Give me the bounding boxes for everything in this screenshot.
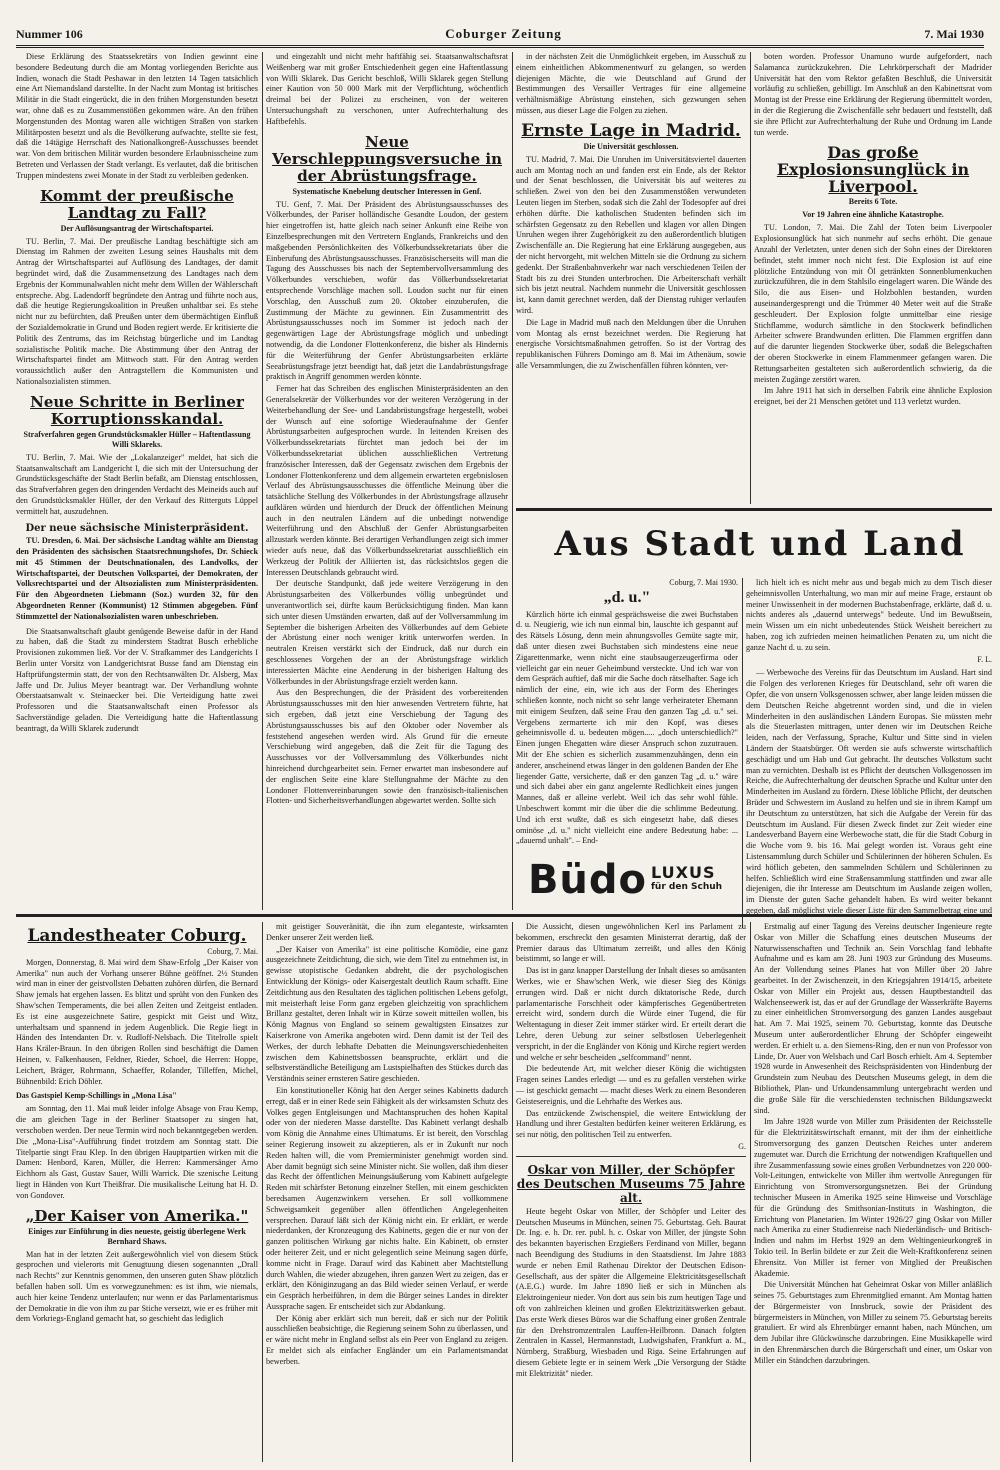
col4-intro: boten worden. Professor Unamuno wurde aufgefordert, nach Salamanca zurückzukehren. Die Lehrkörperschaft der Madrider Universität hat den vom Rektor gefaßten Beschluß, die Universität vorläufig zu schließen, gebilligt. Im Anschluß an den Kabinettsrat vom Montag ist der Presse eine Erklärung der Regierung übermittelt worden, in der die Regierung die Zwischenfälle sehr bedauert und feststellt, daß sie ihre Pflicht zur Aufrechterhaltung der Ruhe und Ordnung im Lande tun werde. [754,52,992,137]
column-rule [750,922,751,1462]
article-miller-2: Erstmalig auf einer Tagung des Vereins deutscher Ingenieure regte Oskar von Miller die Schaffung eines deutschen Museums der Naturwissenschaften und Technik an. Sein Vorschlag fand lebhafte Aufnahme und es kam am 28. Juni 1903 zur Gründung des Museums. An der Vollendung seines Planes hat von Miller über 20 Jahre gearbeitet. In der Zwischenzeit, in den Kriegsjahren 1914/15, arbeitete Oskar von Miller ein Projekt aus, dessen Hauptbestandteil das Walchenseewerk ist, das er auf der Grundlage der Wasserkräfte Bayerns zu einer einheitlichen Stromversorgung des ganzen Landes ausgebaut hat. Am 7. Mai 1925, seinem 70. Geburtstag, konnte das Deutsche Museum unter außerordentlicher Ehrung der Schöpfer eingeweiht werden. Er erhielt u. a. den Siemens-Ring, den er nun von Professor von Linde, Dr. Auer von Welsbach und Carl Bosch erhielt. Am 4. September 1928 wurde in Anwesenheit des Reichspräsidenten von Hindenburg der Grundstein zum Neubau des Deutschen Museums gelegt, in dem die Bibliothek, Plan- und Urkundensammlung untergebracht werden und die große Säle für die verschiedensten technischen Bildungszweckt sind. [754,922,992,1115]
article-gastspiel: am Sonntag, den 11. Mai muß leider infolge Absage von Frau Kemp, die am gleichen Tage in der Berliner Staatsoper zu singen hat, verschoben werden. Der neue Termin wird noch bekanntgegeben werden. Die „Mona-Lisa"-Aufführung findet trotzdem am Sonntag statt. Die Titelpartie singt Frau Klep. In den übrigen Hauptpartien wirken mit die Damen: Henbord, Karen, Müller, die Herren: Kammersänger Arno Eichhorn als Gast, Gustav Sauer, Willi Warrick. Die szenische Leitung liegt in Händen von Kurt Theißfrar. Die musikalische Leitung hat H. D. von Gondover. [16,1104,258,1200]
subhead-liverpool-2: Vor 19 Jahren eine ähnliche Katastrophe. [802,210,944,220]
signature-du: F. L. [977,654,992,664]
column-3 [516,52,746,504]
column-rule [262,52,263,910]
section-title-stadt: Aus Stadt und Land [554,524,966,564]
article-kaiser-4: Ein konstitutioneller König hat den Aerger seines Kabinetts dadurch erregt, daß er in einer Rede sein Fähigkeit als der wirksamsten Schutz des Volkes gegen Entgleisungen und Machtanspruchen des hohen Kapital oder von der niederen Masse darstellte. Das Kabinett verlangt deshalb vom König die Annahme eines Ultimatums. Er ist bereit, den Vorschlag seiner Regierung insoweit zu akzeptieren, als er in Zukunft nur noch Reden halten will, die vom Premierminister genehmigt worden sind. Aber damit begnügt sich seine Minister nicht. Sie wollen, daß ihm dieser das Recht der öffentlichen Meinungsäußerung vom Kabinett aufgelegte Reden mit schärfster Betonung einzelner Stellen, mit einem geschickten beredsamen Augenzwinkern versehen. Er soll vollkommene Schweigsamkeit gegenüber allen öffentlichen Angelegenheiten versprechen. Darauf läßt sich der König nicht ein. Er erklärt, er werde niederdanken, der Kronzeugung des Kabinetts, gegen die er nur von der ganzen politischen Wirkung gar nichts halte. Ein Kabinett, ob ernster oder heiterer Zeit, und er nicht gelegentlich seine Meinung sagen dürfe, komme nicht in Frage. Darauf wird das Kabinett aber Machtstellung durch Wahlen, die wieder abzugehen, ihren ganzen Wert zu zeigen, das er erklärt, den Königinzugang an das Bild wieder seinen Verlauf, er werde ein Gespräch herbeiführen, in dem die Bürger seines Landes in direkter Aussprache sagen. Er entscheidet sich zur Abdankung. [266,1085,508,1311]
article-abruestung-1: TU. Genf, 7. Mai. Der Präsident des Abrüstungsausschusses des Völkerbundes, der Pariser holländische Gesandte Loudon, der gestern hier eingetroffen ist, hatte gleich nach seiner Ankunft eine Reihe von Einzelbesprechungen mit den Vertretern Englands, Frankreichs und den maßgebenden Persönlichkeiten des Völkerbundssekretariats über die Einberufung des Abrüstungsausschusses. Französischerseits will man die Tagung des Ausschusses bis nach der Septembervollversammlung des Völkerbundes verschieben, wofür das Völkerbundssekretariat entsprechende Vorschläge machen soll. Loudon sucht nur für einen Vorschlag, den Ausschuß zum 20. Oktober einzuberufen, die Zustimmung der Mächte zu gewinnen. Ein Zusammentritt des Abrüstungsausschusses noch im Sommer ist jedoch nach der gegenwärtigen Lage der Abrüstungsfrage möglich und unbedingt notwendig, da die Londoner Flottenkonferenz, die bisher als Hindernis für die Weiterführung der Genfer Abrüstungsarbeiten erklärte Seeabrüstungsfrage jetzt beendigt hat, daß jetzt die Landabrüstungsfrage praktisch in Angriff genommen werden könnte. [266,199,508,382]
col1-intro: Diese Erklärung des Staatssekretärs von Indien gewinnt eine besondere Bedeutung durch die am Montag vorliegenden Berichte aus Indien, wonach die Stadt Peshawar in den letzten 14 Tagen tatsächlich eine Art Niemandsland darstellte. In der Nacht zum Montag ist britisches Militär in die Stadt eingerückt, die in den frühen Morgenstunden besetzt war, ohne daß es zu Zusammenstößen gekommen wäre. An den frühen Morgenstunden des Montag waren alle wichtigen Straßen von starken Militärposten besetzt und als die Bevölkerung aufwachte, stellte sie fest, daß die 14tägige Herrschaft des Nationalkongreß-Ausschusses beendet war. Von dem britischen Militär wurden besondere Erlaubnisscheine zum Betreten und Verlassen der Stadt verlangt. Es verlautet, daß die britischen Truppen mindestens zwei Monate in der Stadt zu verbleiben gedenken. [16,52,258,180]
col3-intro: in der nächsten Zeit die Unmöglichkeit ergeben, im Ausschuß zu einem einheitlichen Abkommenentwurf zu gelangen, so werden diejenigen Mächte, die wie Deutschland auf Grund der Bestimmungen des Versailler Vertrages für eine allgemeine verhältnismäßige Abrüstung einstehen, sich gezwungen sehen müssen, aus dieser Lage die Folgen zu ziehen. [516,52,746,115]
column-2 [266,52,508,910]
signature-kaiser: G. [738,1141,746,1151]
column-stadt-2 [746,578,992,914]
article-liverpool-1: TU. London, 7. Mai. Die Zahl der Toten beim Liverpooler Explosionsunglück hat sich nunmehr auf sechs erhöht. Die genaue Anzahl der Verletzten, unter denen sich der Sohn eines der Direktoren befindet, steht immer noch nicht fest. Die Explosion ist auf eine plötzliche Entzündung von mit Öl getränkten Sonnenblumenkuchen zurückzuführen, die in dem Stahlsilo eingelagert waren. Die Wände des Silo, die aus Eisen- und Holzbohlen bestanden, wurden auseinandergesprengt und die Trümmer 40 Meter weit auf die Straße geschleudert. Der Explosion folgte unmittelbar eine riesige Stichflamme, wodurch sämtliche in den Stockwerk befindlichen Arbeiter schwere Brandwunden erlitten. Die Flammen ergriffen dann auf die darunter liegenden Stockwerke über, sodaß die Belegschaften der oberen Stockwerke in einem Flammenmeer gefangen waren. Die Rettungsarbeiten gestalteten sich außerordentlich schwierig, da die meisten Zugänge zerstört waren. [754,223,992,384]
advertisement-buedo [520,852,730,908]
article-staatsanwalt: Die Staatsanwaltschaft glaubt genügende Beweise dafür in der Hand zu haben, daß die Stadt zu minderstem Stadtrat Busch erhebliche Provisionen zukommen ließ. Vor der V. Strafkammer des Landgerichts I Berlin unter Vorsitz von Landgerichtsrat Busse fand am Dienstag ein Haftprüfungstermin statt, der von den Rechtsanwälten Dr. Alsberg, Max Jaffe und Dr. Julius Meyer beantragt war. Der Verhandlung wohnte Oberstaatsanwalt v. Steinaecker bei. Die Verteidigung hatte zwei Professoren und die Staatsanwaltschaft einen Professor als Sachverständige geladen. Die Verteidigung hatte die Haftentlassung beantragt, da Willi Sklarek zuderundt [16,626,258,733]
headline-kaiser: „Der Kaiser von Amerika." [25,1206,249,1225]
ad-tagline [651,863,723,894]
article-liverpool-2: Im Jahre 1911 hat sich in derselben Fabrik eine ähnliche Explosion ereignet, bei der 21 Menschen getötet und 113 verletzt wurden. [754,386,992,407]
column-rule [512,922,513,1462]
article-abruestung-2: Ferner hat das Schreiben des englischen Ministerpräsidenten an den Generalsekretär der Völkerbundes vor der weiteren Verzögerung in der Weiterbehandlung der See- und Landabrüstungsfrage hergestellt, wobei der Wunsch auf eine sofortige Wiederaufnahme der Genfer Abrüstungsarbeiten aufgesprochen wurde. In leitenden Kreisen des Völkerbundssekretariats fürchtet man jedoch bei der im Völkerbundssekretariat üblichen ausschließlichen Vertretung französischer Interessen, daß der Gegensatz zwischen dem Ergebnis der Londoner Flottenkonferenz und dem allgemein erwarteten ergebnislosen Verlauf des Abrüstungsausschusses die öffentliche Meinung über die tatsächliche Stellung des Völkerbundes in der Abrüstungsfrage allzusehr aufklären würden und hierdurch der Druck der öffentlichen Meinung auch in den neutralen Ländern auf die unbedingt notwendige Weiterführung und den Abschluß der Genfer Abrüstungsarbeiten allzustark werden könnte. Bei derartigen Verhandlungen zeigt sich immer wieder aufs neue, daß das Völkerbundssekretariat ausschließlich ein Werkzeug der Politik der Alliierten ist, das rücksichtslos gegen die Interessen Deutschlands gebraucht wird. [266,384,508,577]
article-du-2: lich hielt ich es nicht mehr aus und begab mich zu dem Tisch dieser geheimnisvollen Unterhaltung, wo man mir auf meine Frage, erstaunt ob meiner Unwissenheit in der modernen Buchstabenfrage, erklärte, daß d. u. nichts anderes als „dauernd unterwegs" bedeute. Und im Bewußtsein, mein Wissen um ein nicht unbedeutendes Stück Weisheit bereichert zu haben, zog ich zufrieden meinen heimatlichen Penaten zu, um nicht die ganze Nacht d. u. zu sein. [746,578,992,652]
headline-miller: Oskar von Miller, der Schöpfer des Deutschen Museums 75 Jahre alt. [516,1162,746,1205]
article-theater-1: Morgen, Donnerstag, 8. Mai wird dem Shaw-Erfolg „Der Kaiser von Amerika" nun auch der Vorhang unserer Bühne geöffnet. 2½ Stunden wird man in einer der geistvollsten Debatten zuhören dürfen, die Bernard Shaw jemals hat ergehen lassen. Es blitzt und sprüht von den Funken des Shaw'schen Temperaments, die bei allen Zeiten und Zeitgeist entladen. Es ist eine ausgezeichnete Satire, gespickt mit Geist und Witz, unterhaltsam und spannend in jedem Augenblick. Die Regie liegt in Händen des Intendanten Dr. v. Rudloff-Nelsbach. Die Titelrolle spielt Hans Kräler-Braun. In den übrigen Rollen sind beschäftigt die Damen Heinen, v. Falkenhausen, Feldner, Rieder, Schoel, die Herren: Hoppe, Leichert, Bräger, Rohrmann, Schaeffer, Rolander, Tilleffen, Michel, Bühnenbild: Erich Döhler. [16,957,258,1086]
issue-date: 7. Mai 1930 [924,27,984,41]
paper-name: Coburger Zeitung [445,26,562,41]
section-rule [16,914,992,917]
article-rule [516,1156,746,1157]
subhead-kaiser: Einiges zur Einführung in dies neueste, geistig überlegene Werk Bernhard Shaws. [28,1226,246,1246]
article-abruestung-4: Aus den Besprechungen, die der Präsident des vorbereitenden Abrüstungsausschusses mit den hier anwesenden Vertretern führte, hat sich ergeben, daß jetzt eine Verschiebung der Tagung des Abrüstungsausschusses bis auf den Oktober oder November als feststehend angesehen werden wird. Als Grund für die erneute Verschiebung wird angegeben, daß die Zeit für die Tagung des Ausschusses vor der Vollversammlung des Völkerbundes nicht hinreichend durchgearbeitet sein. Ferner erwartet man insbesondere auf der englischen Seite eine klare Stellungnahme der Mächte zu den Londoner Flottenvereinbarungen sowie den französisch-italienischen Flotten- und Sicherheitsverhandlungen abgewartet werden. Sollte sich [266,688,508,806]
column-stadt-1 [516,578,738,846]
column-rule [750,52,751,504]
article-madrid-2: Die Lage in Madrid muß nach den Meldungen über die Unruhen vom Montag als ernst bezeichnet werden. Die Regierung hat energische Vorsichtsmaßnahmen getroffen. So ist der Vortrag des republikanischen Führers Domingo am 8. Mai im Athenäum, sowie alle Versammlungen, die zu Zwischenfällen führen könnten, ver- [516,317,746,370]
column-4 [754,52,992,504]
article-kaiser-8: Die bedeutende Art, mit welcher dieser König die wichtigsten Fragen seines Landes erledigt — und es zu gefallen verstehen wirke — ist geschickt gemacht — macht dieses Werk zu einem Besonderen Geistesereignis, und die Lehrhafte des Werkes aus. [516,1064,746,1106]
article-werbewoche: — Werbewoche des Vereins für das Deutschtum im Ausland. Hart sind die Folgen des verlorenen Krieges für Deutschland, sehr oft waren die Opfer, die von unsern Volksgenossen schwer, aber lange leiden müssen die dem Deutschen Reiche abgetrennt worden sind, und die in vielen Minderheiten in den ausländischen Ländern Europas. Sie müssten mehr als die Steuerlasten mittragen, unter denen wir im Deutschen Reiche leiden, nach der Verfassung, Sprache, Kultur und Sitte sind in vielen Ländern der Staatsbürger. Oft werden sie aufs schwerste wirtschaftlich geschädigt und um Hab und Gut gebracht. Ihr deutsches Volkstum sucht man zu vernichten. Deshalb ist es Pflicht der deutschen Volksgenossen im Reiche, die Aufrechterhaltung der deutschen Sprache und Kultur unter den Minderheiten im Ausland zu fördern. Diese löbliche Pflicht, der deutschen Brüder und Schwestern im Ausland zu helfen und sie in ihrem Kampf um ihr Deutschtum zu unterstützen, hat sich die Aufgabe der Verein für das Deutschtum im Ausland. Für diesen Zweck findet zur Zeit wieder eine Landesverband Bayern eine Werbewoche statt, die für die Stadt Coburg in die Woche vom 9. bis 16. Mai gelegt worden ist. Voraus geht eine Listensammlung durch Schüler und Schülerinnen der höheren Schulen. Es wird höflich gebeten, den sammelnden Schülern und Schülerinnen zu helfen. Schließlich wird eine Straßensammlung stattfinden und zwar alle diejenigen, die ihr Interesse am Deutschtum im Auslande zeigen wollen, im Dienste der guten Sache gehandelt haben. Es wird weiter bekannt gegeben, daß möglichst viele dieser Liste für den Sammelbetrag eine und [746,668,992,914]
article-kaiser-3: „Der Kaiser von Amerika" ist eine politische Komödie, eine ganz ausgezeichnete Zeitdichtung, die sich, wie dem Titel zu entnehmen ist, in gewisse utopistische Gedanken abdreht, die der psychologischen Entwicklung der Königs- oder Kaisergestalt deutlich Raum schafft. Eine Zeitdichtung aus den Resultaten des täglichen politischen Lebens gefolgt, mit meisterhaft leise Form ganz ergeben gleichzeitig von sprachlichem Brillanz gestaltet, deren Inhalt wir in Kürze soweit mitteilen wollen, bis König Magnus von England so seinem gewaltigsten Einsatzes zur Kaiserkrone von Amerika angeboten wird. Denn damit ist der Teil des Werkes, der durch lebhafte Debatten die Meinungsverschiedenheiten zwischen dem Kabinettsbossen beanspruchte, erklärt und die selbstverständliche Beteiligung am Lustspielhaften des Stückes durch das Verständnis seiner ernsteren Satire geschieden. [266,944,508,1084]
article-du-1: Kürzlich hörte ich einmal gesprächsweise die zwei Buchstaben d. u. Neugierig, wie ich nun einmal bin, lauschte ich gespannt auf des Rätsels Lösung, denn mein ahnungsvolles Gemüte sagte mir, daß unter diesen zwei Buchstaben sich mindestens eine neue Zigarettenmarke, wenn nicht eine staubsaugerzeugerfirma oder vielleicht gar ein neuer Geheimbund versteckte. Und ich war von dem Gespräch auftief, daß mir die Sache doch rätselhafter. Sage ich nämlich der eine, ein, wie ich aus der Form des Eheringes schließen konnte, noch nicht so sehr lange verheirateter Ehemann mit einigem Seufzen, daß seine Frau den ganzen Tag „d. u." sei. Vergebens zermarterte ich mir den Kopf, was dieses geheimnisvolle d. u. bedeuten mögen..... „doch unterschiedlich?" Einen jungen Ehegatten wäre dieser Anspruch schon zuzutrauen. Mit der Ehe schien es sicherlich zusammenzuhängen, denn ein anderer, anscheinend etwas länger in den goldenen Banden der Ehe liegender Gatte, versicherte, daß er den ganzen Tag „d. u." wäre und sich dabei aber ein ganz angelernte Redlichkeit eines jungen Mannes, daß er alleine verlebt. Weil ich das sehr wohl fühle. Unbeschwert kommt mir die über die die schlimme Bedeutung. Und ich erst wußte, daß es sich eingesetzt habe, daß dieses ominöse „d. u." nicht vielleicht eine andere Bedeutung habe: ...„dauernd unhalt". – End- [516,609,738,846]
article-kaiser-9: Das entzückende Zwischenspiel, die weitere Entwicklung der Handlung und ihrer Gestalten bedürfen keiner weiteren Erklärung, es sei nur nötig, den politischen Teil zu entwerfen. [516,1108,746,1140]
column-bottom-2 [266,922,508,1462]
column-rule [742,578,743,928]
headline-sachsen: Der neue sächsische Ministerpräsident. [25,522,249,534]
headline-abruestung: Neue Verschleppungsversuche in der Abrüstungsfrage. [271,132,503,185]
column-1 [16,52,258,910]
subhead-korruption: Strafverfahren gegen Grundstücksmakler Hüller – Haftentlassung Willi Sklareks. [23,429,251,449]
article-kaiser-2: mit geistiger Souveränität, die ihn zum eleganteste, wirksamten Denker unserer Zeit werden ließ. [266,922,508,942]
headline-korruption: Neue Schritte in Berliner Korruptionsskandal. [30,392,244,428]
article-kaiser-7: Das ist in ganz knapper Darstellung der Inhalt dieses so amüsanten Werkes, wie er Shaw'schen Werk, wie dieser Sieg des Königs errungen wird. Daß er nicht durch diktatorische Rede, durch parlamentarische Forschheit oder kämpferisches Gegenübertreten erreicht wird, sondern durch die Würde einer Tugend, die für Weltentagung in dieser Zeit immer stärker wird. Er erteilt derart die Lehre, deren Uebung zur seiner selbstlosen Ueberlegenheit verspricht, in der die Engländer von König und Kirche regiert werden und welche er sehr bescheiden „selfcommand" nennt. [516,966,746,1062]
article-miller-1: Heute begeht Oskar von Miller, der Schöpfer und Leiter des Deutschen Museums in München, seinen 75. Geburtstag. Geh. Baurat Dr. Ing. e. h. Dr. rer. publ. h. c. Oskar von Miller, der jüngste Sohn des bekannten bayerischen Erzgießers Ferdinand von Miller, begann nach Beendigung des Studiums in den Staatsdienst. Im Jahre 1883 wurde er neben Emil Rathenau Direktor der Deutschen Edison-Gesellschaft, aus der später die Allgemeine Elektricitätsgesellschaft (A.E.G.) wurde. Im Jahre 1890 ließ er sich in München als Elektroingenieur nieder. Von dort aus sein bis zum heutigen Tage und oft von zahlreichen kleinen und großen Elektrizitätswerken gebaut. Das erste Werk dieses Büros war die Schaffung einer großen Zentrale für den Drehstromzentralen Lauffen-Heilbronn. Danach folgten Zentralen in Kassel, Hermannstadt, Ludwigshafen, Frankfurt a. M., Nürnberg, Straßburg, Wiesbaden und Riga. Seine Erfahrungen auf diesem Gebiete legte er in seinem Werk „Die Versorgung der Städte mit Elektrizität" nieder. [516,1206,746,1378]
ad-tag-schuh: für den Schuh [651,882,723,892]
article-sachsen: TU. Dresden, 6. Mai. Der sächsische Landtag wählte am Dienstag den Präsidenten des sächsischen Staatsrechnungshofes, Dr. Schieck mit 45 Stimmen der Deutschnationalen, des Landvolks, der Wirtschaftspartei, der Deutschen Volkspartei, der Demokraten, der Volksrechtspartei und der Altsozialisten zum Ministerpräsidenten. Für den Abgeordneten Liebmann (Soz.) wurden 32, für den Abgeordneten Renner (Kommunist) 12 Stimmen abgegeben. Fünf Stimmzettel der Nationalsozialisten waren unbeschrieben. [16,536,258,621]
article-miller-4: Die Universität München hat Geheimrat Oskar von Miller anläßlich seines 75. Geburtstages zum Ehrenmitglied ernannt. Am Montag hatten der Bürgermeister von Innsbruck, sowie der Präsident des bürgermeisters in München, von Miller zu seinem 75. Geburtstag bereits gratuliert. Er wird als Ehrenbürger ernannt haben, nach München, um dem Jubilar ihre Glückwünsche darzubringen. Eine Musikkapelle wird in den Ehrenmärschen durch die Bürgerschaft und einer, um Oskar von Miller ein Ständchen darzubringen. [754,1280,992,1365]
column-bottom-4 [754,922,992,1462]
article-kaiser-6: Die Aussicht, diesen ungewöhnlichen Kerl ins Parlament zu bekommen, erschreckt den gesamten Ministerrat derartig, daß der Premier daraus das Ultimatum zerreißt, und alles den König beistimmt, so lange er will. [516,922,746,964]
article-landtag: TU. Berlin, 7. Mai. Der preußische Landtag beschäftigte sich am Dienstag im Rahmen der zweiten Lesung seines Haushalts mit dem Antrag der Wirtschaftspartei auf Auflösung des Landtages, der damit begründet wird, daß die Zusammensetzung des Landtages nach dem Ergebnis der Kommunalwahlen nicht mehr dem Willen der Wählerschaft entspreche. Abg. Ladendorff begründete den Antrag und führte noch aus, daß die heutige Regierungskoalition in Preußen unhaltbar sei. Es stehe nicht nur zu befürchten, daß Preußen unter dem übermächtigen Einfluß der Sozialdemokratie in Grund und Boden regiert werde. Er kritisierte die Politik des Zentrums, das im Reichstag bürgerliche und im Landtag sozialistische Politik mache. Die Abstimmung über den Antrag der Wirtschaftspartei findet am Mittwoch statt. Für den Antrag werden voraussichtlich außer den Antragstellern die Kommunisten und Nationalsozialisten stimmen. [16,236,258,386]
column-bottom-3 [516,922,746,1462]
headline-madrid: Ernste Lage in Madrid. [521,120,741,141]
column-rule [262,922,263,1462]
ad-brand: Büdo [527,857,648,903]
column-bottom-1 [16,922,258,1462]
headline-landestheater: Landestheater Coburg. [27,926,247,946]
subhead-madrid: Die Universität geschlossen. [583,141,679,151]
article-miller-3: Im Jahre 1928 wurde von Miller zum Präsidenten der Reichsstelle für die Elektrizitätswirtschaft ernannt, mit der ihm der einheitliche Stromversorgung des ganzen Deutschen Reiches unter anderem zugemutet war. Durch die Errichtung der notwendigen Kraftquellen und ihre Zusammenfassung sowie eines großen Verbundnetzes von 220 000-Volt-Leitungen, entwickelte von Miller ihm wertvolle Anregungen für Einrichtung von Stromversorgungsnetzen. Bei der Gründung technischer Museen in Amerika 1925 seine Hinweise und Vorschläge für die Gründung des Smithsonian-Instituts in Washington, die Errichtung von Planetarien. Im Winter 1926/27 ging Oskar von Miller nach Amerika zu einer Studienreise nach Niederländisch- und Britisch-Indien und nahm im Herbst 1929 an dem Weltingenieurkongreß in Tokio teil. In Berlin bildete er zur Zeit die Welt-Kraftkonferenz seinen Ehrensitz. Von Miller ist ferner von Mitglied der Preußischen Akademie. [754,1117,992,1278]
headline-gastspiel: Das Gastspiel Kemp-Schillings in „Mona Lisa" [16,1091,177,1101]
masthead [16,18,984,48]
headline-landtag: Kommt der preußische Landtag zu Fall? [40,186,234,222]
newspaper-page [8,4,992,1466]
stadt-dateline: Coburg, 7. Mai 1930. [669,578,738,587]
article-kaiser: Man hat in der letzten Zeit außergewöhnlich viel von diesem Stück gesprochen und vielerorts mit Genugtuung diesen sogenannten „Drall nach Rechts" zur Kenntnis genommen, den unseren guten Shaw plötzlich befallen haben soll. Um es vorwegzunehmen: es ist ihm, wie niemals, auch hier keine Tendenz unterlaufen; nur wenn er das Parlamentarismus der Demokratie in die von ihm zu par Stiche versetzt, wie er es früher mit dem Vorkriegs-England gemacht hat, so geschieht das lediglich [16,1249,258,1324]
column-rule [512,52,513,910]
du-title: „d. u." [603,588,651,606]
col2-intro: und eingezahlt und nicht mehr haftfähig sei. Staatsanwaltschaftsrat Weißenberg war mit großer Entschiedenheit gegen eine Haftentlassung von Willi Sklarek. Das Gericht beschloß, Willi Sklarek gegen Stellung einer Kaution von 50 000 Mark mit der Verpflichtung, wöchentlich dreimal bei der Polizei zu erscheinen, von der weiteren Untersuchungshaft zu verschonen, unter Aufrechterhaltung des Haftbefehls. [266,52,508,126]
theater-dateline: Coburg, 7. Mai. [207,947,258,956]
article-madrid-1: TU. Madrid, 7. Mai. Die Unruhen im Universitätsviertel dauerten auch am Montag noch an und fanden erst ein Ende, als der Rektor und der Senat beschlossen, die Universität bis auf weiteres zu schließen. Zwei von den bei den Zusammenstößen verwundeten Leuten liegen im Sterben, sodaß sich die Zahl der Todesopfer auf drei erhöhen dürfte. Die katholischen Studenten befinden sich im schärfsten Gegensatz zu den Rebellen und klagen vor allen Dingen Unruhen wegen ihrer Zugehörigkeit zu den außerordentlich blutigen Zwischenfälle an. Die Regierung hat eine Erklärung ausgegeben, aus der nicht hervorgeht, mit welchen Mitteln sie die Ordnung zu sichern gedenkt. Der Straßenbahnverkehr war nach verschiedenen Teilen der Stadt bis zu drei Stunden unterbrochen. Die Arbeiterschaft verhält sich bis jetzt neutral. Nachdem nunmehr die Universität geschlossen ist, kann damit gerechnet werden, daß der Dienstag ruhiger verlaufen wird. [516,154,746,315]
issue-number: Nummer 106 [16,27,83,41]
article-kaiser-5: Der König aber erklärt sich nun bereit, daß er sich nur der Politik ausschließen beabsichtige, die Regierung seinem Sohn zu überlassen, und er wäre nicht mehr in England selbst als ein Peer von England zu zeigen. Er meldet sich als einfacher Engländer um ein Parlamentsmandat bewerben. [266,1313,508,1366]
subhead-liverpool-1: Bereits 6 Tote. [848,197,898,207]
section-rule [516,508,992,511]
ad-tag-luxus: LUXUS [651,863,716,882]
subhead-abruestung: Systematische Knebelung deutscher Interessen in Genf. [292,186,482,196]
article-korruption: TU. Berlin, 7. Mai. Wie der „Lokalanzeiger" meldet, hat sich die Staatsanwaltschaft am Landgericht I, die sich mit der Untersuchung der Grundstücksgeschäfte der Stadt Berlin befaßt, am Dienstag entschlossen, das Strafverfahren gegen den dringenden Verdacht des Meineids auch auf den Grundstücksmakler Hüller, der den Verkauf des Ritterguts Lüppel vermittelt hat, auszudehnen. [16,452,258,516]
subhead-landtag: Der Auflösungsantrag der Wirtschaftspartei. [60,223,214,233]
article-abruestung-3: Der deutsche Standpunkt, daß jede weitere Verzögerung in den Abrüstungsarbeiten des Völkerbundes völlig unbegründet und unverantwortlich sei, dürfte kaum Berücksichtigung finden. Man kann sich unter diesen Umständen erwarten, daß auf der Vollversammlung im September die bisherigen Arbeiten des Völkerbundes auf dem Gebiete der Abrüstung einer noch weniger kritik unterworfen werden. In neutralen Kreisen verstärkt sich der Eindruck, daß nur durch ein geschlossenes Vorgehen der an der Abrüstungsfrage wirklich interessierten Mächte eine Aenderung in der bisherigen Haltung des Völkerbundes in der Abrüstungsfrage erzielt werden kann. [266,579,508,686]
headline-liverpool: Das große Explosionsunglück in Liverpool. [776,143,970,197]
